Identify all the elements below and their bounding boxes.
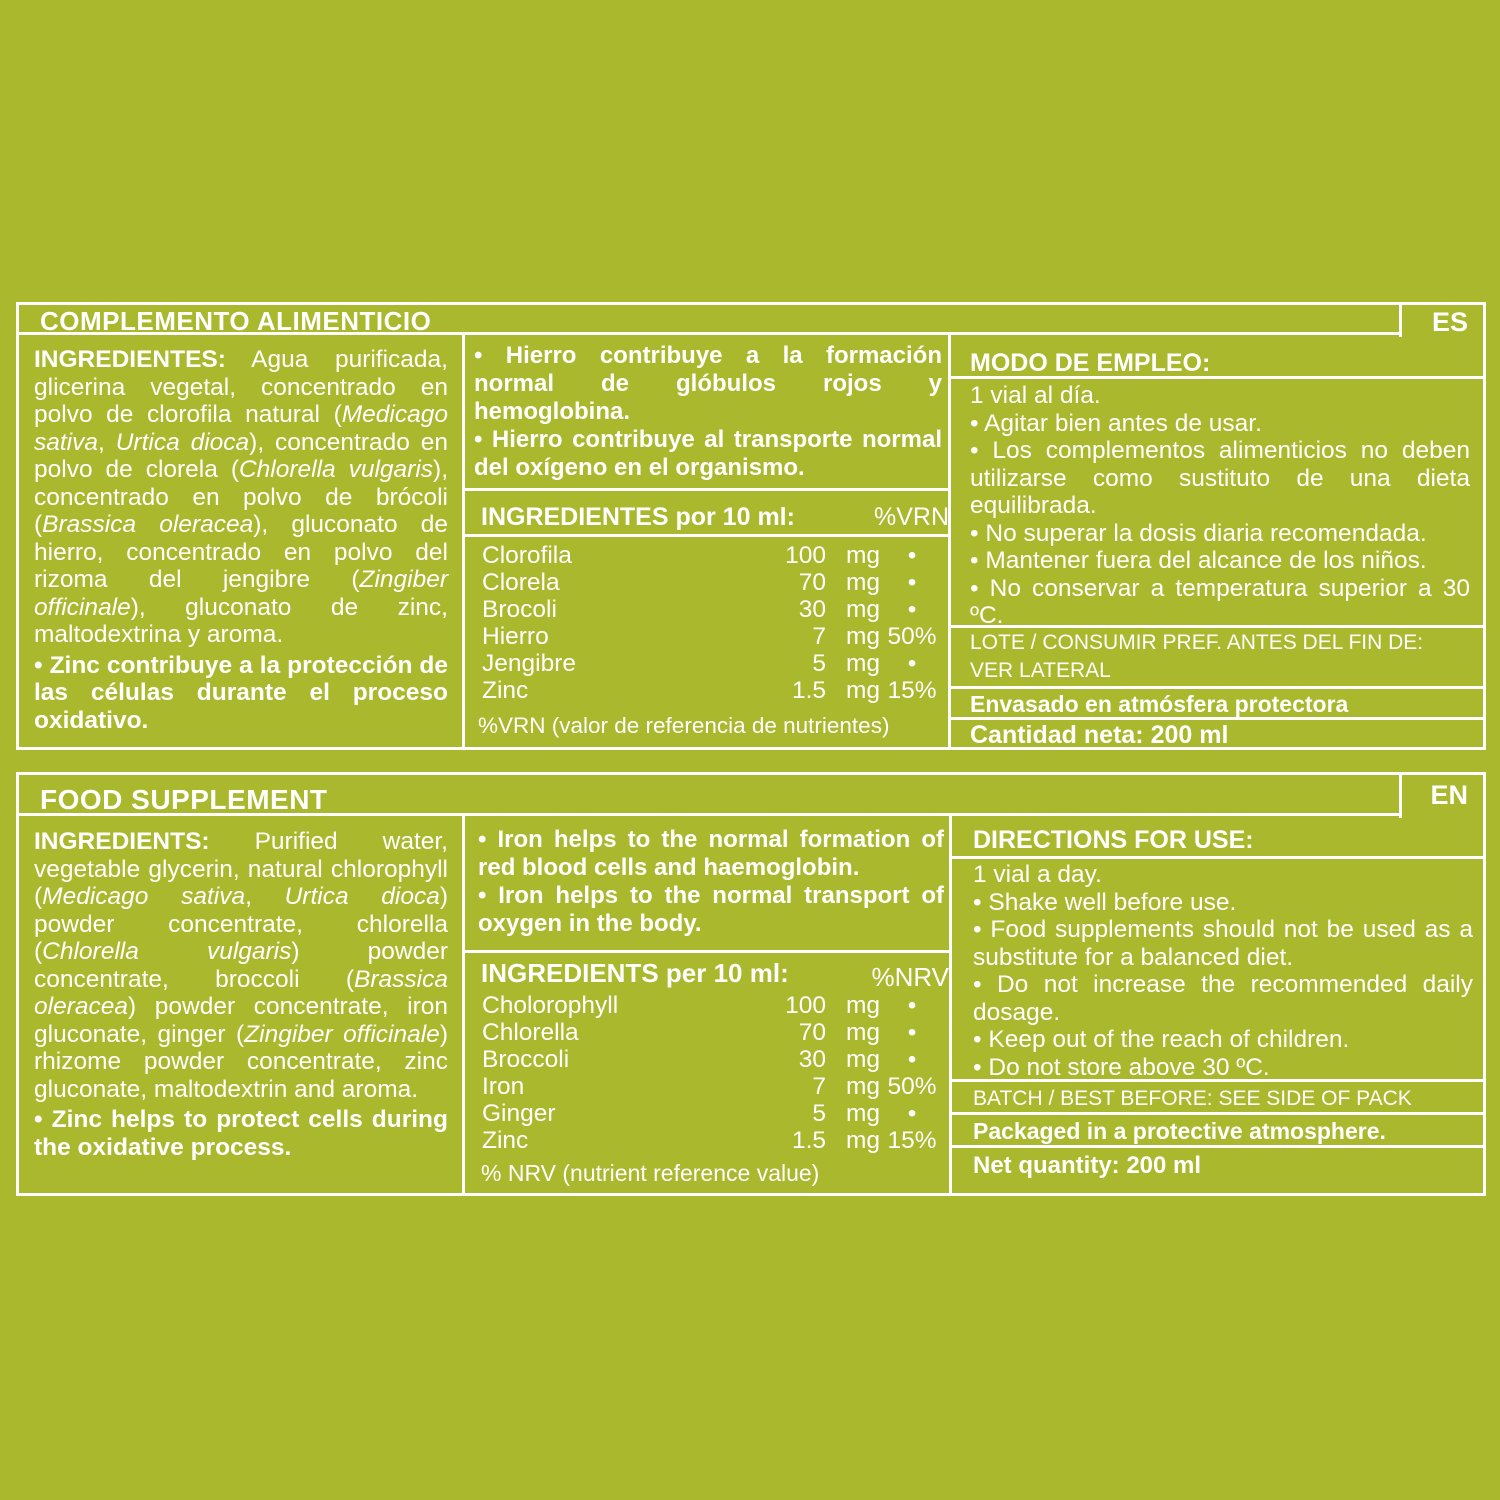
- row-divider: [465, 950, 949, 953]
- nrv-header: %VRN: [873, 503, 949, 531]
- row-divider: [951, 686, 1483, 689]
- health-claim: • Hierro contribuye al transporte normal del oxígeno en el organismo.: [474, 426, 942, 481]
- nutrient-amount: 7: [812, 623, 826, 650]
- directions-heading: DIRECTIONS FOR USE:: [973, 826, 1254, 854]
- batch-info: LOTE / CONSUMIR PREF. ANTES DEL FIN DE: VER LATERAL: [970, 631, 1424, 682]
- nutrient-amount: 100: [785, 542, 826, 569]
- direction-line: 1 vial a day.: [973, 861, 1102, 888]
- ingredients-part: ) powder concentrate, iron gluconate, ginger (: [34, 993, 448, 1048]
- direction-line: • Do not increase the recommended daily dosage.: [973, 971, 1473, 1026]
- nutrition-row: [482, 623, 940, 650]
- nutrient-nrv: •: [907, 1019, 917, 1046]
- net-quantity: Net quantity: 200 ml: [973, 1152, 1202, 1179]
- nutrient-nrv: 50%: [887, 1073, 937, 1100]
- nutrient-amount: 5: [812, 1100, 826, 1127]
- direction-line: • Shake well before use.: [973, 888, 1237, 916]
- language-code: EN: [1430, 780, 1468, 810]
- direction-line: • Los complementos alimenticios no deben utilizarse como sustituto de una dieta equilibrada.: [970, 437, 1470, 519]
- nutrient-amount: 70: [798, 569, 826, 596]
- ingredients-label: INGREDIENTES:: [34, 346, 226, 373]
- nutrition-heading: INGREDIENTS per 10 ml:: [481, 958, 789, 988]
- nutrient-nrv: 15%: [887, 677, 937, 704]
- nutrient-nrv: •: [907, 569, 917, 596]
- nutrient-amount: 5: [812, 650, 826, 677]
- nutrition-row: [482, 596, 940, 623]
- latin-name: Brassica oleracea: [34, 965, 448, 1020]
- ingredients-part: Purified water, vegetable glycerin, natural chlorophyll (: [34, 828, 448, 910]
- nutrient-name: Cholorophyll: [482, 992, 619, 1019]
- nutrient-name: Broccoli: [482, 1046, 570, 1073]
- nutrient-nrv: •: [907, 992, 917, 1019]
- ingredients-part: ), concentrado en polvo de brócoli (: [34, 456, 448, 538]
- nutrition-row: [482, 1019, 940, 1046]
- latin-name: Urtica dioca: [115, 428, 250, 456]
- nutrition-row: [482, 1127, 940, 1154]
- nutrient-amount: 1.5: [791, 1127, 826, 1154]
- ingredients-text: [34, 346, 448, 734]
- nutrition-heading: INGREDIENTES por 10 ml:: [481, 503, 795, 531]
- health-claim: • Iron helps to the normal transport of oxygen in the body.: [478, 882, 944, 937]
- ingredients-part: ), concentrado en polvo de clorela (: [34, 428, 448, 483]
- latin-name: Zingiber officinale: [244, 1020, 440, 1048]
- ingredients-part: ,: [245, 883, 285, 910]
- ingredients-part: ), gluconato de hierro, concentrado en polvo del rizoma del jengibre (: [34, 511, 449, 593]
- nutrient-amount: 100: [785, 992, 826, 1019]
- directions-list: [973, 861, 1473, 1081]
- column-divider: [462, 816, 465, 1196]
- row-divider: [465, 488, 948, 491]
- health-claim: • Iron helps to the normal formation of red blood cells and haemoglobin.: [478, 826, 944, 881]
- nutrient-name: Jengibre: [482, 650, 576, 677]
- nutrient-nrv: •: [907, 650, 917, 677]
- nutrition-row: [482, 992, 940, 1019]
- language-code: ES: [1431, 307, 1468, 337]
- direction-line: 1 vial al día.: [970, 382, 1101, 409]
- nrv-header: %NRV: [871, 962, 949, 992]
- ingredients-label: INGREDIENTS:: [34, 828, 210, 855]
- ingredients-part: ) powder concentrate, chlorella (: [34, 883, 448, 965]
- nutrient-nrv: 50%: [887, 623, 937, 650]
- nutrient-unit: mg: [845, 1127, 880, 1154]
- nutrition-row: [482, 650, 940, 677]
- ingredients-text: [34, 828, 448, 1161]
- nutrient-unit: mg: [845, 1100, 880, 1127]
- nutrient-name: Iron: [482, 1073, 525, 1100]
- row-divider: [465, 534, 948, 537]
- column-divider: [462, 335, 465, 750]
- direction-line: • Agitar bien antes de usar.: [970, 409, 1262, 437]
- nutrient-unit: mg: [845, 992, 880, 1019]
- nutrition-row: [482, 677, 940, 704]
- latin-name: Zingiber officinale: [34, 566, 448, 621]
- nutrient-unit: mg: [845, 650, 880, 677]
- ingredients-part: Agua purificada, glicerina vegetal, concentrado en polvo de clorofila natural (: [34, 346, 448, 428]
- ingredients-part: ,: [98, 428, 116, 456]
- nrv-footnote: % NRV (nutrient reference value): [481, 1160, 820, 1186]
- column-divider: [1399, 302, 1402, 337]
- nutrient-nrv: 15%: [887, 1127, 937, 1154]
- latin-name: Chlorella vulgaris: [42, 938, 292, 965]
- nutrient-nrv: •: [907, 596, 917, 623]
- direction-line: • Do not store above 30 ºC.: [973, 1053, 1270, 1081]
- directions-list: [970, 382, 1470, 630]
- nutrition-row: [482, 1073, 940, 1100]
- nutrient-nrv: •: [907, 1100, 917, 1127]
- nutrient-name: Zinc: [482, 677, 529, 704]
- nutrient-name: Brocoli: [482, 596, 557, 623]
- batch-info: BATCH / BEST BEFORE: SEE SIDE OF PACK: [973, 1087, 1412, 1110]
- nutrition-row: [482, 1100, 940, 1127]
- zinc-claim: • Zinc helps to protect cells during the oxidative process.: [34, 1106, 448, 1161]
- nutrient-unit: mg: [845, 1019, 880, 1046]
- direction-line: • Mantener fuera del alcance de los niños.: [970, 547, 1427, 574]
- nutrient-name: Hierro: [482, 623, 549, 650]
- health-claim: • Hierro contribuye a la formación normal de glóbulos rojos y hemoglobina.: [474, 342, 942, 425]
- nutrient-unit: mg: [845, 596, 880, 623]
- nutrient-name: Zinc: [482, 1127, 529, 1154]
- nutrient-amount: 30: [798, 1046, 826, 1073]
- nutrient-name: Chlorella: [482, 1019, 579, 1046]
- latin-name: Brassica oleracea: [42, 511, 254, 538]
- nutrient-amount: 30: [798, 596, 826, 623]
- nutrient-amount: 1.5: [791, 677, 826, 704]
- directions-heading: MODO DE EMPLEO:: [970, 349, 1211, 377]
- nutrition-row: [482, 569, 940, 596]
- latin-name: Medicago sativa: [34, 401, 448, 456]
- nutrient-unit: mg: [845, 1046, 880, 1073]
- ingredients-part: ) rhizome powder concentrate, zinc gluconate, maltodextrin and aroma.: [34, 1020, 448, 1103]
- label-panel-en: [16, 772, 1486, 1196]
- health-claims: [478, 826, 944, 938]
- zinc-claim: • Zinc contribuye a la protección de las células durante el proceso oxidativo.: [34, 651, 448, 734]
- latin-name: Chlorella vulgaris: [238, 456, 434, 483]
- nutrient-name: Clorofila: [482, 542, 572, 569]
- nutrient-name: Ginger: [482, 1100, 556, 1127]
- column-divider: [949, 816, 952, 1196]
- nutrient-nrv: •: [907, 1046, 917, 1073]
- nutrient-name: Clorela: [482, 569, 560, 596]
- row-divider: [952, 856, 1483, 859]
- nutrient-unit: mg: [845, 542, 880, 569]
- nutrient-unit: mg: [845, 623, 880, 650]
- packaging-info: Envasado en atmósfera protectora: [970, 691, 1349, 717]
- latin-name: Urtica dioca: [284, 883, 440, 910]
- panel-title: FOOD SUPPLEMENT: [16, 772, 1400, 816]
- health-claims: [474, 342, 942, 482]
- nutrient-amount: 70: [798, 1019, 826, 1046]
- column-divider: [1399, 772, 1402, 818]
- direction-line: • Food supplements should not be used as a substitute for a balanced diet.: [973, 916, 1473, 971]
- nrv-footnote: %VRN (valor de referencia de nutrientes): [478, 713, 890, 738]
- nutrient-amount: 7: [812, 1073, 826, 1100]
- nutrition-row: [482, 1046, 940, 1073]
- ingredients-part: ), gluconato de zinc, maltodextrina y aroma.: [34, 593, 448, 648]
- ingredients-part: ) powder concentrate, broccoli (: [34, 938, 448, 993]
- nutrition-row: [482, 542, 940, 569]
- packaging-info: Packaged in a protective atmosphere.: [973, 1118, 1386, 1144]
- net-quantity: Cantidad neta: 200 ml: [970, 721, 1229, 749]
- nutrient-unit: mg: [845, 1073, 880, 1100]
- nutrient-nrv: •: [907, 542, 917, 569]
- panel-title: COMPLEMENTO ALIMENTICIO: [16, 302, 1400, 335]
- row-divider: [952, 1145, 1483, 1148]
- direction-line: • No conservar a temperatura superior a 30 ºC.: [970, 574, 1470, 629]
- direction-line: • Keep out of the reach of children.: [973, 1026, 1350, 1053]
- latin-name: Medicago sativa: [42, 883, 246, 910]
- nutrient-unit: mg: [845, 677, 880, 704]
- label-panel-es: [16, 302, 1486, 750]
- nutrient-unit: mg: [845, 569, 880, 596]
- direction-line: • No superar la dosis diaria recomendada.: [970, 519, 1427, 547]
